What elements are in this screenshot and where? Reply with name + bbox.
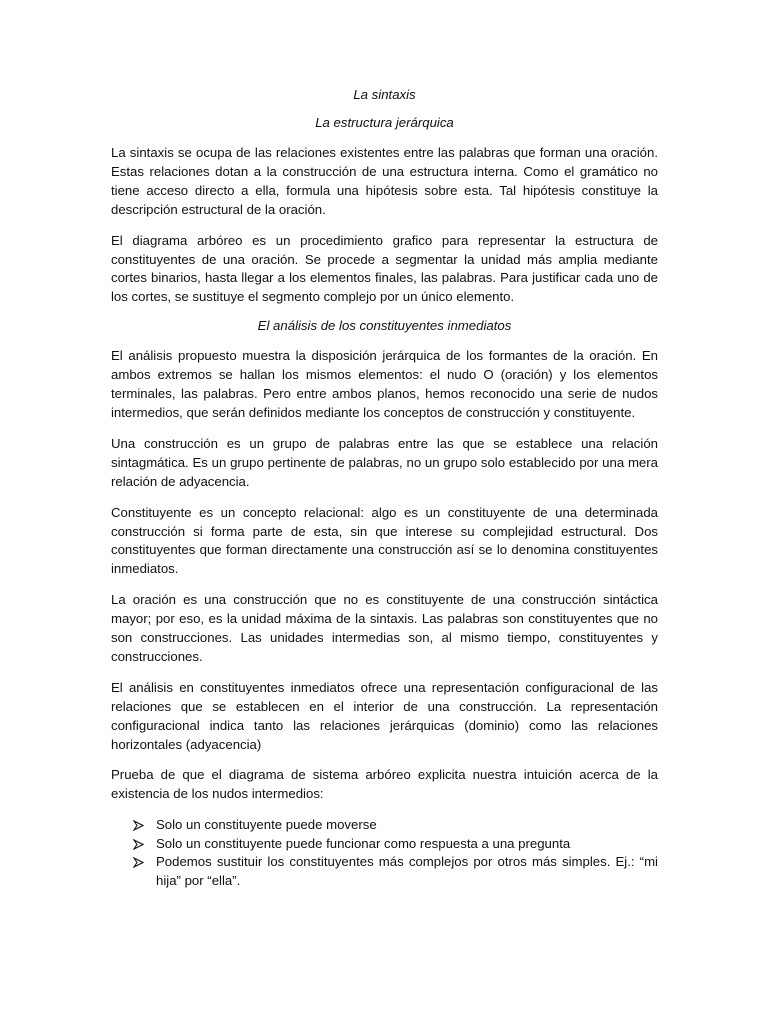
list-item — [133, 835, 658, 854]
paragraph-sentence: La oración es una construcción que no es constituyente de una construcción sintáctica mayor; por eso, es la unidad máxima de la sintaxis. Las palabras son constituyentes que no son construcciones. Las unidades intermedias son, al mismo tiempo, constituyentes y construcciones. — [111, 592, 658, 664]
section-heading-constituents: El análisis de los constituyentes inmediatos — [257, 318, 512, 334]
paragraph-configurational: El análisis en constituyentes inmediatos ofrece una representación configuracional de las relaciones que se establecen en el interior de una construcción. La representación configuracional indica tanto las relaciones jerárquicas (dominio) como las relaciones horizontales (adyacencia) — [111, 679, 658, 752]
document-page — [111, 86, 658, 890]
list-item-text: Podemos sustituir los constituyentes más complejos por otros más simples. Ej.: “mi hija” por “ella”. — [156, 854, 658, 888]
section-heading-structure: La estructura jerárquica — [315, 115, 454, 130]
paragraph-proof: Prueba de que el diagrama de sistema arbóreo explicita nuestra intuición acerca de la existencia de los nudos intermedios: — [111, 767, 658, 802]
list-item — [133, 816, 658, 835]
bullet-list — [111, 816, 658, 890]
paragraph-construction: Una construcción es un grupo de palabras entre las que se establece una relación sintagmática. Es un grupo pertinente de palabras, no un grupo solo establecido por una mera relación de adyacencia. — [111, 435, 658, 489]
paragraph-constituent: Constituyente es un concepto relacional: algo es un constituyente de una determinada construcción si forma parte de esta, sin que interese su complejidad estructural. Dos constituyentes que forman directamente una construcción así se lo denomina constituyentes inmediatos. — [111, 504, 658, 577]
document-title: La sintaxis — [353, 87, 416, 102]
arrowhead-bullet-icon — [133, 820, 144, 831]
list-item — [133, 853, 658, 890]
list-item-text: Solo un constituyente puede funcionar como respuesta a una pregunta — [156, 835, 571, 851]
arrowhead-bullet-icon — [133, 857, 144, 868]
paragraph-syntax-intro: La sintaxis se ocupa de las relaciones existentes entre las palabras que forman una oración. Estas relaciones dotan a la construcción de una estructura interna. Como el gramático no tiene acceso directo a ella, formula una hipótesis sobre esta. Tal hipótesis constituye la descripción estructural de la oración. — [111, 145, 658, 217]
list-item-text: Solo un constituyente puede moverse — [156, 817, 377, 833]
paragraph-analysis: El análisis propuesto muestra la disposición jerárquica de los formantes de la oración. En ambos extremos se hallan los mismos elementos: el nudo O (oración) y los elementos terminales, las palabras. Pero entre ambos planos, hemos reconocido una serie de nudos intermedios, que serán definidos mediante los conceptos de construcción y constituyente. — [111, 348, 658, 420]
arrowhead-bullet-icon — [133, 839, 144, 850]
paragraph-tree-diagram: El diagrama arbóreo es un procedimiento grafico para representar la estructura de constituyentes de una oración. Se procede a segmentar la unidad más amplia mediante cortes binarios, hasta llegar a los elementos finales, las palabras. Para justificar cada uno de los cortes, se sustituye el segmento complejo por un único elemento. — [111, 232, 658, 305]
